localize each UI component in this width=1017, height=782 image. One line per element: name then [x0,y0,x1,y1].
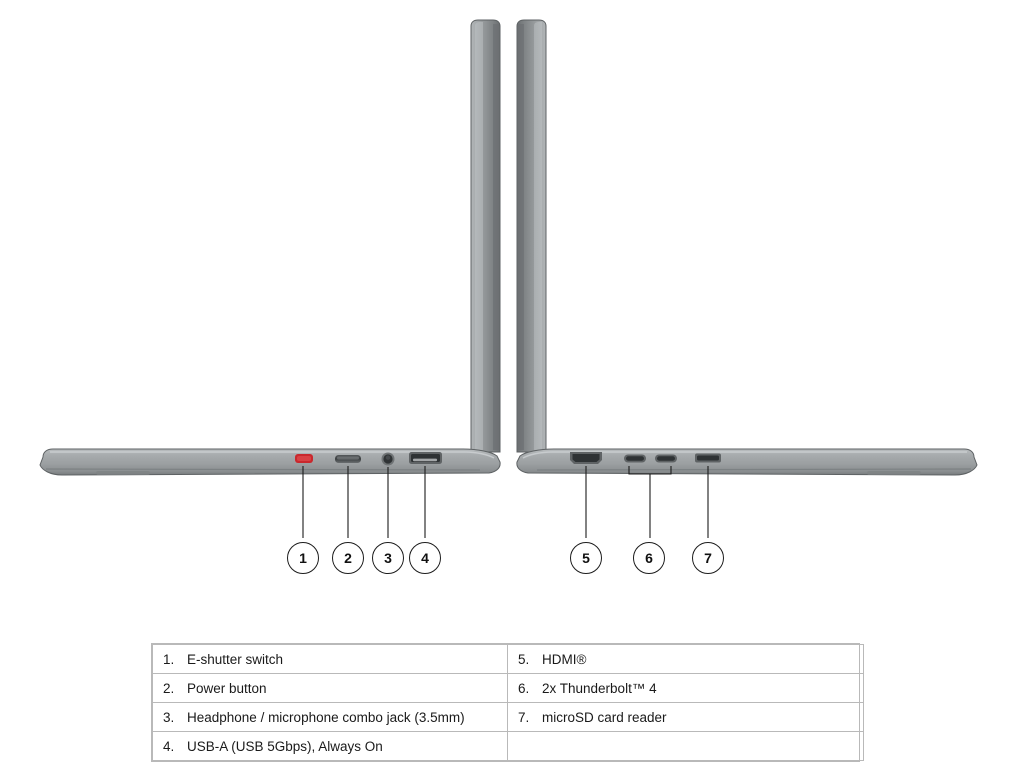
legend-text-5: HDMI® [542,651,587,667]
port-thunderbolt-4-1 [624,455,646,463]
legend-number-1: 1. [163,651,175,667]
left-side-view [40,20,500,538]
legend-cell-4 [153,732,508,761]
legend-text-1: E-shutter switch [187,651,284,667]
port-power-button [335,455,361,463]
callout-1: 1 [287,542,319,574]
legend-cell-6 [508,674,864,703]
left-view-lid-highlight [475,22,483,450]
legend-number-6: 6. [518,680,530,696]
right-side-view [517,20,977,538]
legend-cell-5 [508,645,864,674]
left-view-rubber-foot [96,471,150,475]
legend-cell-empty [508,732,864,761]
legend-cell-2 [153,674,508,703]
port-usb-a [409,452,442,464]
callout-2: 2 [332,542,364,574]
port-legend-table [151,643,860,762]
legend-number-3: 3. [163,709,175,725]
callout-7: 7 [692,542,724,574]
legend-text-4: USB-A (USB 5Gbps), Always On [187,738,383,754]
table-row [153,674,864,703]
right-view-lid-edge [518,24,524,450]
legend-number-5: 5. [518,651,530,667]
port-hdmi [570,452,602,464]
callout-6: 6 [633,542,665,574]
right-view-lid-highlight [534,22,542,450]
legend-number-7: 7. [518,709,530,725]
table-row [153,732,864,761]
port-e-shutter-switch [295,454,313,463]
legend-cell-1 [153,645,508,674]
legend-cell-3 [153,703,508,732]
legend-text-7: microSD card reader [542,709,667,725]
table-row [153,645,864,674]
callout-3: 3 [372,542,404,574]
port-microsd-card-reader [695,454,721,463]
table-row [153,703,864,732]
callout-5: 5 [570,542,602,574]
legend-number-2: 2. [163,680,175,696]
right-view-rubber-foot [867,471,921,475]
port-headphone-jack [382,453,395,466]
legend-number-4: 4. [163,738,175,754]
legend-text-2: Power button [187,680,267,696]
right-view-leader-lines [586,466,708,538]
legend-text-6: 2x Thunderbolt™ 4 [542,680,657,696]
left-view-leader-lines [303,466,425,538]
callout-4: 4 [409,542,441,574]
port-thunderbolt-4-2 [655,455,677,463]
legend-text-3: Headphone / microphone combo jack (3.5mm) [187,709,465,725]
left-view-lid-edge [493,24,499,450]
legend-cell-7 [508,703,864,732]
